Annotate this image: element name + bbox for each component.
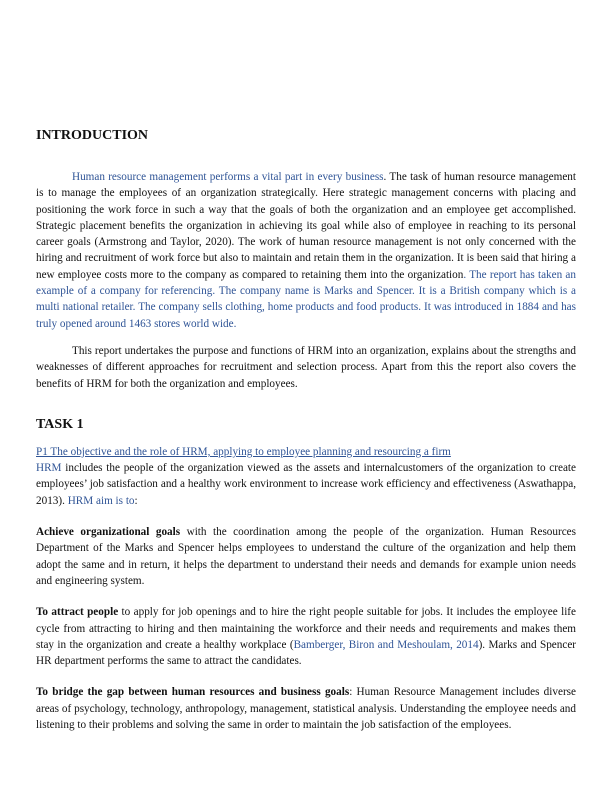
goal-paragraph-2 xyxy=(36,604,576,669)
page-content xyxy=(36,127,576,733)
goal-1-title: Achieve organizational goals xyxy=(36,526,181,539)
goal-2-text: to apply for job openings and to hire the right people suitable for jobs. It includes the employee life cycle from attracting to hiring and then maintaining the workforce and their needs and requirements and makes them stay in the organization and create a healthy workplace ( xyxy=(36,606,576,651)
task1-heading: TASK 1 xyxy=(36,416,84,432)
goal-paragraph-3 xyxy=(36,684,576,733)
goal-2-text-end: ). Marks and Spencer HR department performs the same to attract the candidates. xyxy=(36,638,577,668)
goal-paragraph-1 xyxy=(36,524,576,589)
goal-1-text: with the coordination among the people of the organization. Human Resources Department of the Marks and Spencer helps employees to understand the culture of the organization and help them adopt the same and in return, it helps the department to understand their needs and demands for example union needs and engineering system. xyxy=(36,526,576,587)
hrm-text: includes the people of the organization viewed as the assets and internalcustomers of the organization to create employees’ job satisfaction and a healthy work environment to increase work efficiency and effectiveness (Aswathappa, 2013). xyxy=(36,462,576,507)
hrm-paragraph xyxy=(36,460,576,509)
intro-paragraph-2: This report undertakes the purpose and functions of HRM into an organization, explains about the strengths and weaknesses of different approaches for recruitment and selection process. Apart from this the report also covers the benefits of HRM for both the organization and employees. xyxy=(36,344,576,390)
task1-subheading: P1 The objective and the role of HRM, applying to employee planning and resourcing a firm xyxy=(36,445,451,458)
goal-2-title: To attract people xyxy=(36,606,119,619)
goal-2-citation: Bamberger, Biron and Meshoulam, 2014 xyxy=(293,638,479,651)
intro-highlight-2: . The report has taken an example of a company for referencing. The company name is Marks and Spencer. It is a British company which is a multi national retailer. The company sells clothing, home products and food products. It was introduced in 1884 and has truly opened around 1463 stores world wide. xyxy=(36,268,576,330)
hrm-term: HRM xyxy=(36,462,62,475)
intro-paragraph-1 xyxy=(36,169,576,332)
introduction-heading: INTRODUCTION xyxy=(36,128,149,143)
goal-3-title: To bridge the gap between human resources and business goals xyxy=(36,686,350,699)
hrm-colon: : xyxy=(134,494,138,507)
goal-3-text: : Human Resource Management includes diverse areas of psychology, technology, anthropology, management, statistical analysis. Understanding the employee needs and listening to their problems and solving the same in order to maintain the job satisfaction of the employees. xyxy=(36,686,576,732)
intro-text-1: . The task of human resource management is to manage the employees of an organization strategically. Here strategic management concerns with placing and positioning the work force in such a way that the goals of both the organization and an employee get accomplished. Strategic placement benefits the organization in achieving its goal while also of employee in reaching to its personal career goals (Armstrong and Taylor, 2020). The work of human resource management is not only concerned with the hiring and recruitment of work force but also to maintain and retain them in the organization. It is been said that hiring a new employee costs more to the company as compared to retaining them into the organization xyxy=(36,171,576,281)
intro-highlight-1: Human resource management performs a vital part in every business xyxy=(72,171,384,183)
hrm-aim: HRM aim is to xyxy=(67,494,135,507)
